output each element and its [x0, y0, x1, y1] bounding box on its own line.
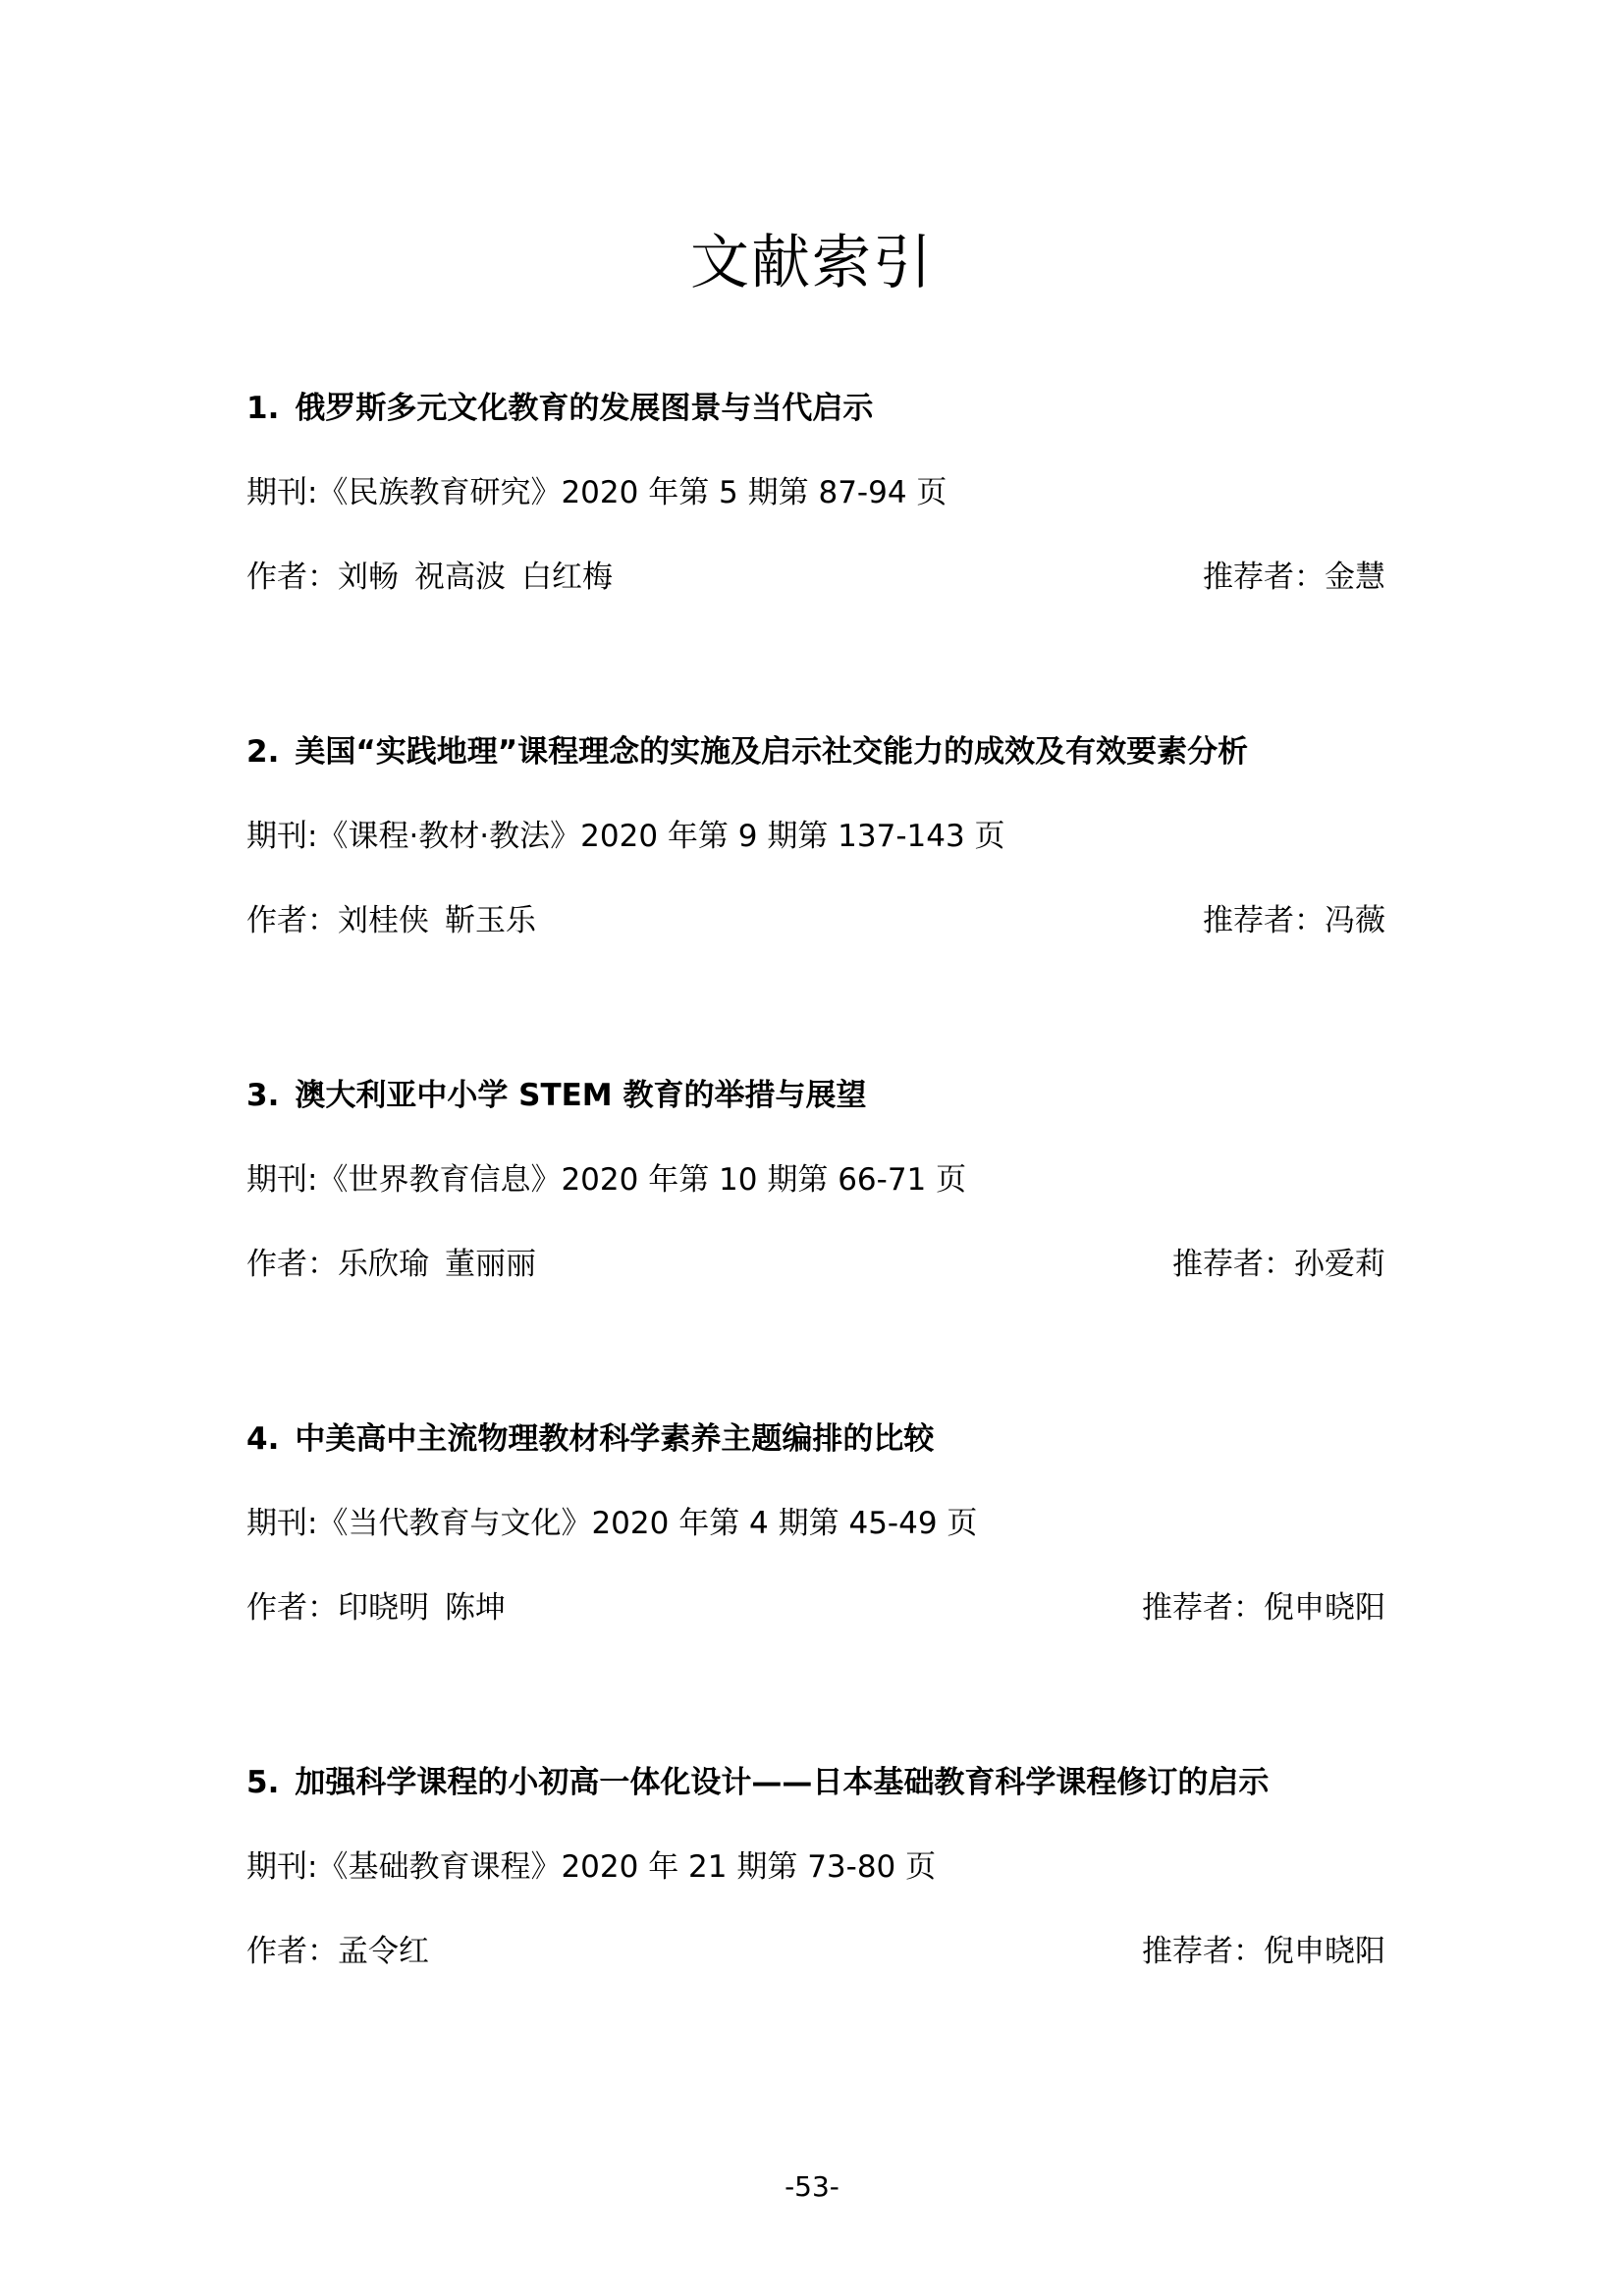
entry-recommender: [1172, 1237, 1385, 1292]
entry-authors: [246, 1924, 429, 1979]
author-name: 印晓明: [338, 1590, 429, 1626]
recommender-label: 推荐者：: [1203, 903, 1325, 938]
entry-authors: [246, 893, 536, 948]
entry-authors: [246, 1237, 536, 1292]
author-name: 刘桂侠: [338, 903, 429, 938]
author-label: 作者：: [246, 1934, 338, 1969]
entry-journal: 期刊:《课程·教材·教法》2020 年第 9 期第 137-143 页: [246, 819, 1005, 854]
entry-author-row: [246, 1580, 1385, 1635]
author-name: 陈坤: [445, 1590, 506, 1626]
reference-entry: [246, 1755, 1385, 2099]
entry-number: 4.: [246, 1421, 280, 1457]
entry-title: [246, 724, 1385, 779]
recommender-name: 孙爱莉: [1294, 1247, 1385, 1282]
entry-title: [246, 381, 1385, 436]
author-label: 作者：: [246, 1590, 338, 1626]
author-name: 乐欣瑜: [338, 1247, 429, 1282]
reference-entry: [246, 724, 1385, 1068]
recommender-name: 倪申晓阳: [1264, 1590, 1385, 1626]
entry-authors: [246, 1580, 506, 1635]
author-name: 董丽丽: [445, 1247, 536, 1282]
entry-title: [246, 1068, 1385, 1123]
author-name: 祝高波: [414, 560, 506, 595]
author-label: 作者：: [246, 560, 338, 595]
reference-entry: [246, 1412, 1385, 1755]
entry-recommender: [1142, 1924, 1385, 1979]
entry-journal: 期刊:《当代教育与文化》2020 年第 4 期第 45-49 页: [246, 1506, 978, 1541]
reference-list: [246, 381, 1385, 2099]
entry-number: 5.: [246, 1765, 280, 1800]
entry-title-text: 俄罗斯多元文化教育的发展图景与当代启示: [295, 391, 874, 426]
entry-author-row: [246, 1924, 1385, 1979]
entry-journal: 期刊:《民族教育研究》2020 年第 5 期第 87-94 页: [246, 475, 947, 510]
recommender-label: 推荐者：: [1142, 1934, 1264, 1969]
author-name: 孟令红: [338, 1934, 429, 1969]
page-title: 文献索引: [690, 229, 934, 297]
entry-number: 1.: [246, 391, 280, 426]
entry-authors: [246, 550, 613, 605]
page-number: -53-: [785, 2170, 839, 2203]
author-name: 刘畅: [338, 560, 399, 595]
author-label: 作者：: [246, 1247, 338, 1282]
entry-author-row: [246, 550, 1385, 605]
entry-title-text: 美国“实践地理”课程理念的实施及启示社交能力的成效及有效要素分析: [295, 734, 1249, 770]
recommender-name: 冯薇: [1325, 903, 1385, 938]
entry-recommender: [1203, 893, 1385, 948]
recommender-label: 推荐者：: [1203, 560, 1325, 595]
recommender-label: 推荐者：: [1142, 1590, 1264, 1626]
entry-author-row: [246, 893, 1385, 948]
entry-title-text: 澳大利亚中小学 STEM 教育的举措与展望: [295, 1078, 867, 1113]
entry-recommender: [1203, 550, 1385, 605]
recommender-label: 推荐者：: [1172, 1247, 1294, 1282]
recommender-name: 倪申晓阳: [1264, 1934, 1385, 1969]
reference-entry: [246, 381, 1385, 724]
entry-author-row: [246, 1237, 1385, 1292]
entry-number: 3.: [246, 1078, 280, 1113]
author-label: 作者：: [246, 903, 338, 938]
entry-number: 2.: [246, 734, 280, 770]
entry-recommender: [1142, 1580, 1385, 1635]
entry-title-text: 中美高中主流物理教材科学素养主题编排的比较: [295, 1421, 935, 1457]
author-name: 白红梅: [521, 560, 613, 595]
entry-title-text: 加强科学课程的小初高一体化设计——日本基础教育科学课程修订的启示: [295, 1765, 1270, 1800]
recommender-name: 金慧: [1325, 560, 1385, 595]
entry-title: [246, 1755, 1385, 1810]
entry-journal: 期刊:《世界教育信息》2020 年第 10 期第 66-71 页: [246, 1162, 967, 1198]
reference-entry: [246, 1068, 1385, 1412]
entry-title: [246, 1412, 1385, 1467]
author-name: 靳玉乐: [445, 903, 536, 938]
entry-journal: 期刊:《基础教育课程》2020 年 21 期第 73-80 页: [246, 1849, 937, 1885]
